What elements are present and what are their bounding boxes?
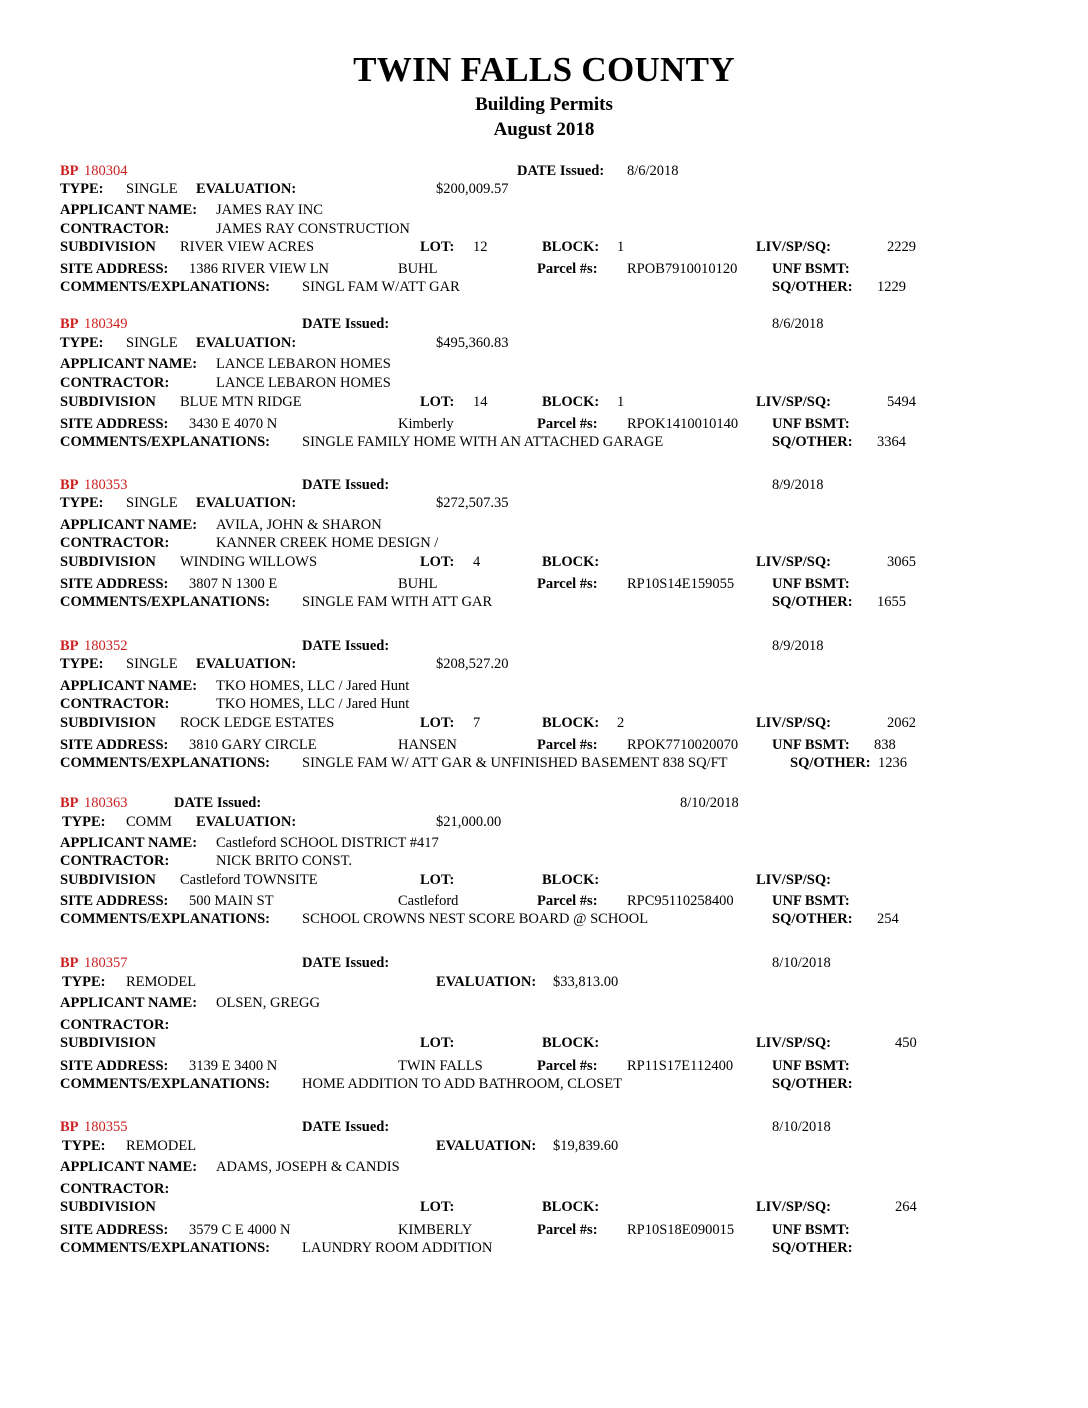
parcel-value: RPOB7910010120 [627, 261, 738, 277]
evaluation-label: EVALUATION: [196, 495, 297, 511]
subdivision-label: SUBDIVISION [60, 1199, 156, 1215]
lot-label: LOT: [420, 872, 455, 888]
parcel-value: RPC95110258400 [627, 893, 734, 909]
sq-other-value: 1655 [877, 594, 906, 610]
evaluation-value: $19,839.60 [553, 1138, 619, 1154]
parcel-value: RP10S14E159055 [627, 576, 735, 592]
type-label: TYPE: [60, 495, 104, 511]
applicant-value: LANCE LEBARON HOMES [216, 356, 391, 372]
type-label: TYPE: [60, 181, 104, 197]
liv-sp-sq-value: 5494 [887, 394, 916, 410]
site-address-label: SITE ADDRESS: [60, 1222, 169, 1238]
city-value: KIMBERLY [398, 1222, 473, 1238]
page-title: TWIN FALLS COUNTY [353, 50, 735, 89]
applicant-label: APPLICANT NAME: [60, 995, 198, 1011]
type-value: SINGLE [126, 335, 178, 351]
contractor-label: CONTRACTOR: [60, 1017, 170, 1033]
comments-value: SINGL FAM W/ATT GAR [302, 279, 460, 295]
city-value: Castleford [398, 893, 459, 909]
site-address-value: 3430 E 4070 N [189, 416, 278, 432]
bp-label: BP [60, 795, 79, 811]
lot-label: LOT: [420, 715, 455, 731]
site-address-value: 3579 C E 4000 N [189, 1222, 291, 1238]
comments-value: SCHOOL CROWNS NEST SCORE BOARD @ SCHOOL [302, 911, 649, 927]
parcel-value: RPOK7710020070 [627, 737, 739, 753]
permit-record [0, 639, 1088, 789]
date-issued-label: DATE Issued: [302, 638, 390, 654]
evaluation-label: EVALUATION: [196, 181, 297, 197]
type-label: TYPE: [62, 814, 106, 830]
type-value: COMM [126, 814, 172, 830]
liv-sp-sq-label: LIV/SP/SQ: [756, 715, 831, 731]
comments-label: COMMENTS/EXPLANATIONS: [60, 1076, 270, 1092]
liv-sp-sq-label: LIV/SP/SQ: [756, 554, 831, 570]
block-label: BLOCK: [542, 872, 600, 888]
bp-label: BP [60, 316, 79, 332]
subdivision-value: ROCK LEDGE ESTATES [180, 715, 335, 731]
date-issued-label: DATE Issued: [302, 316, 390, 332]
comments-value: SINGLE FAM W/ ATT GAR & UNFINISHED BASEMENT 838 SQ/FT [302, 755, 728, 771]
unf-bsmt-label: UNF BSMT: [772, 1222, 850, 1238]
parcel-label: Parcel #s: [537, 737, 598, 753]
liv-sp-sq-label: LIV/SP/SQ: [756, 394, 831, 410]
lot-label: LOT: [420, 554, 455, 570]
bp-number: 180363 [84, 795, 128, 811]
bp-number: 180349 [84, 316, 128, 332]
sq-other-label: SQ/OTHER: [772, 279, 853, 295]
liv-sp-sq-label: LIV/SP/SQ: [756, 239, 831, 255]
evaluation-label: EVALUATION: [196, 656, 297, 672]
site-address-label: SITE ADDRESS: [60, 893, 169, 909]
bp-label: BP [60, 163, 79, 179]
page-subtitle: Building Permits [475, 94, 613, 115]
liv-sp-sq-value: 2229 [887, 239, 916, 255]
liv-sp-sq-value: 3065 [887, 554, 916, 570]
site-address-value: 3139 E 3400 N [189, 1058, 278, 1074]
date-issued-value: 8/9/2018 [772, 638, 824, 654]
block-label: BLOCK: [542, 1199, 600, 1215]
contractor-value: NICK BRITO CONST. [216, 853, 353, 869]
liv-sp-sq-label: LIV/SP/SQ: [756, 1035, 831, 1051]
date-issued-value: 8/9/2018 [772, 477, 824, 493]
comments-value: LAUNDRY ROOM ADDITION [302, 1240, 493, 1256]
evaluation-value: $272,507.35 [436, 495, 509, 511]
bp-label: BP [60, 1119, 79, 1135]
type-value: SINGLE [126, 495, 178, 511]
comments-label: COMMENTS/EXPLANATIONS: [60, 594, 270, 610]
report-period: August 2018 [493, 119, 595, 140]
lot-value: 14 [473, 394, 488, 410]
block-value: 1 [617, 239, 625, 255]
applicant-value: TKO HOMES, LLC / Jared Hunt [216, 678, 410, 694]
parcel-value: RP11S17E112400 [627, 1058, 734, 1074]
comments-value: SINGLE FAMILY HOME WITH AN ATTACHED GARAGE [302, 434, 664, 450]
unf-bsmt-label: UNF BSMT: [772, 261, 850, 277]
site-address-label: SITE ADDRESS: [60, 1058, 169, 1074]
applicant-value: OLSEN, GREGG [216, 995, 320, 1011]
applicant-label: APPLICANT NAME: [60, 517, 198, 533]
contractor-label: CONTRACTOR: [60, 221, 170, 237]
comments-label: COMMENTS/EXPLANATIONS: [60, 434, 270, 450]
subdivision-label: SUBDIVISION [60, 239, 156, 255]
type-label: TYPE: [60, 656, 104, 672]
date-issued-label: DATE Issued: [302, 477, 390, 493]
liv-sp-sq-label: LIV/SP/SQ: [756, 1199, 831, 1215]
date-issued-label: DATE Issued: [517, 163, 605, 179]
permit-record [0, 796, 1088, 946]
evaluation-value: $21,000.00 [436, 814, 502, 830]
permit-record [0, 317, 1088, 467]
sq-other-label: SQ/OTHER: [772, 434, 853, 450]
parcel-label: Parcel #s: [537, 576, 598, 592]
lot-value: 7 [473, 715, 481, 731]
city-value: BUHL [398, 576, 438, 592]
site-address-value: 3807 N 1300 E [189, 576, 278, 592]
city-value: Kimberly [398, 416, 454, 432]
lot-value: 4 [473, 554, 481, 570]
liv-sp-sq-value: 264 [895, 1199, 917, 1215]
parcel-label: Parcel #s: [537, 1058, 598, 1074]
site-address-label: SITE ADDRESS: [60, 576, 169, 592]
lot-label: LOT: [420, 1199, 455, 1215]
comments-label: COMMENTS/EXPLANATIONS: [60, 755, 270, 771]
contractor-label: CONTRACTOR: [60, 1181, 170, 1197]
applicant-label: APPLICANT NAME: [60, 1159, 198, 1175]
sq-other-value: 3364 [877, 434, 906, 450]
comments-value: SINGLE FAM WITH ATT GAR [302, 594, 493, 610]
parcel-label: Parcel #s: [537, 1222, 598, 1238]
sq-other-label: SQ/OTHER: [772, 1076, 853, 1092]
block-label: BLOCK: [542, 715, 600, 731]
date-issued-value: 8/10/2018 [772, 955, 831, 971]
bp-number: 180352 [84, 638, 128, 654]
site-address-label: SITE ADDRESS: [60, 737, 169, 753]
permit-record [0, 162, 1088, 312]
evaluation-label: EVALUATION: [196, 814, 297, 830]
bp-number: 180355 [84, 1119, 128, 1135]
subdivision-label: SUBDIVISION [60, 554, 156, 570]
date-issued-value: 8/10/2018 [772, 1119, 831, 1135]
applicant-value: ADAMS, JOSEPH & CANDIS [216, 1159, 400, 1175]
subdivision-label: SUBDIVISION [60, 394, 156, 410]
evaluation-label: EVALUATION: [196, 335, 297, 351]
comments-value: HOME ADDITION TO ADD BATHROOM, CLOSET [302, 1076, 623, 1092]
parcel-label: Parcel #s: [537, 261, 598, 277]
sq-other-value: 1236 [878, 755, 907, 771]
city-value: TWIN FALLS [398, 1058, 483, 1074]
applicant-label: APPLICANT NAME: [60, 678, 198, 694]
subdivision-value: BLUE MTN RIDGE [180, 394, 302, 410]
bp-label: BP [60, 955, 79, 971]
date-issued-label: DATE Issued: [174, 795, 262, 811]
contractor-label: CONTRACTOR: [60, 375, 170, 391]
parcel-label: Parcel #s: [537, 893, 598, 909]
site-address-value: 1386 RIVER VIEW LN [189, 261, 330, 277]
date-issued-label: DATE Issued: [302, 955, 390, 971]
subdivision-label: SUBDIVISION [60, 872, 156, 888]
bp-number: 180353 [84, 477, 128, 493]
lot-value: 12 [473, 239, 488, 255]
contractor-value: JAMES RAY CONSTRUCTION [216, 221, 410, 237]
block-label: BLOCK: [542, 394, 600, 410]
unf-bsmt-label: UNF BSMT: [772, 416, 850, 432]
type-value: SINGLE [126, 656, 178, 672]
contractor-value: LANCE LEBARON HOMES [216, 375, 391, 391]
date-issued-value: 8/6/2018 [772, 316, 824, 332]
lot-label: LOT: [420, 394, 455, 410]
permit-record [0, 1120, 1088, 1270]
bp-label: BP [60, 638, 79, 654]
city-value: BUHL [398, 261, 438, 277]
sq-other-label: SQ/OTHER: [772, 1240, 853, 1256]
unf-bsmt-label: UNF BSMT: [772, 737, 850, 753]
applicant-value: AVILA, JOHN & SHARON [216, 517, 382, 533]
type-label: TYPE: [60, 335, 104, 351]
subdivision-label: SUBDIVISION [60, 715, 156, 731]
contractor-label: CONTRACTOR: [60, 696, 170, 712]
evaluation-value: $495,360.83 [436, 335, 509, 351]
block-label: BLOCK: [542, 1035, 600, 1051]
sq-other-value: 254 [877, 911, 899, 927]
subdivision-value: WINDING WILLOWS [180, 554, 318, 570]
site-address-value: 500 MAIN ST [189, 893, 274, 909]
evaluation-value: $208,527.20 [436, 656, 509, 672]
comments-label: COMMENTS/EXPLANATIONS: [60, 1240, 270, 1256]
applicant-value: Castleford SCHOOL DISTRICT #417 [216, 835, 439, 851]
block-value: 2 [617, 715, 625, 731]
lot-label: LOT: [420, 1035, 455, 1051]
bp-number: 180304 [84, 163, 128, 179]
type-label: TYPE: [62, 974, 106, 990]
parcel-label: Parcel #s: [537, 416, 598, 432]
evaluation-value: $33,813.00 [553, 974, 619, 990]
block-label: BLOCK: [542, 239, 600, 255]
subdivision-value: Castleford TOWNSITE [180, 872, 318, 888]
contractor-label: CONTRACTOR: [60, 853, 170, 869]
contractor-label: CONTRACTOR: [60, 535, 170, 551]
type-value: SINGLE [126, 181, 178, 197]
city-value: HANSEN [398, 737, 457, 753]
liv-sp-sq-label: LIV/SP/SQ: [756, 872, 831, 888]
sq-other-label: SQ/OTHER: [790, 755, 871, 771]
applicant-label: APPLICANT NAME: [60, 356, 198, 372]
liv-sp-sq-value: 2062 [887, 715, 916, 731]
date-issued-value: 8/6/2018 [627, 163, 679, 179]
evaluation-label: EVALUATION: [436, 974, 537, 990]
unf-bsmt-label: UNF BSMT: [772, 1058, 850, 1074]
subdivision-label: SUBDIVISION [60, 1035, 156, 1051]
date-issued-label: DATE Issued: [302, 1119, 390, 1135]
applicant-label: APPLICANT NAME: [60, 202, 198, 218]
comments-label: COMMENTS/EXPLANATIONS: [60, 911, 270, 927]
bp-label: BP [60, 477, 79, 493]
permit-record [0, 956, 1088, 1106]
applicant-value: JAMES RAY INC [216, 202, 323, 218]
evaluation-value: $200,009.57 [436, 181, 509, 197]
unf-bsmt-label: UNF BSMT: [772, 576, 850, 592]
lot-label: LOT: [420, 239, 455, 255]
liv-sp-sq-value: 450 [895, 1035, 917, 1051]
sq-other-label: SQ/OTHER: [772, 911, 853, 927]
site-address-label: SITE ADDRESS: [60, 416, 169, 432]
parcel-value: RPOK1410010140 [627, 416, 739, 432]
site-address-label: SITE ADDRESS: [60, 261, 169, 277]
sq-other-label: SQ/OTHER: [772, 594, 853, 610]
permit-record [0, 478, 1088, 628]
evaluation-label: EVALUATION: [436, 1138, 537, 1154]
contractor-value: KANNER CREEK HOME DESIGN / [216, 535, 439, 551]
block-value: 1 [617, 394, 625, 410]
date-issued-value: 8/10/2018 [680, 795, 739, 811]
subdivision-value: RIVER VIEW ACRES [180, 239, 315, 255]
parcel-value: RP10S18E090015 [627, 1222, 735, 1238]
bp-number: 180357 [84, 955, 128, 971]
block-label: BLOCK: [542, 554, 600, 570]
comments-label: COMMENTS/EXPLANATIONS: [60, 279, 270, 295]
type-value: REMODEL [126, 974, 197, 990]
contractor-value: TKO HOMES, LLC / Jared Hunt [216, 696, 410, 712]
type-label: TYPE: [62, 1138, 106, 1154]
applicant-label: APPLICANT NAME: [60, 835, 198, 851]
unf-bsmt-value: 838 [874, 737, 896, 753]
unf-bsmt-label: UNF BSMT: [772, 893, 850, 909]
site-address-value: 3810 GARY CIRCLE [189, 737, 317, 753]
type-value: REMODEL [126, 1138, 197, 1154]
sq-other-value: 1229 [877, 279, 906, 295]
